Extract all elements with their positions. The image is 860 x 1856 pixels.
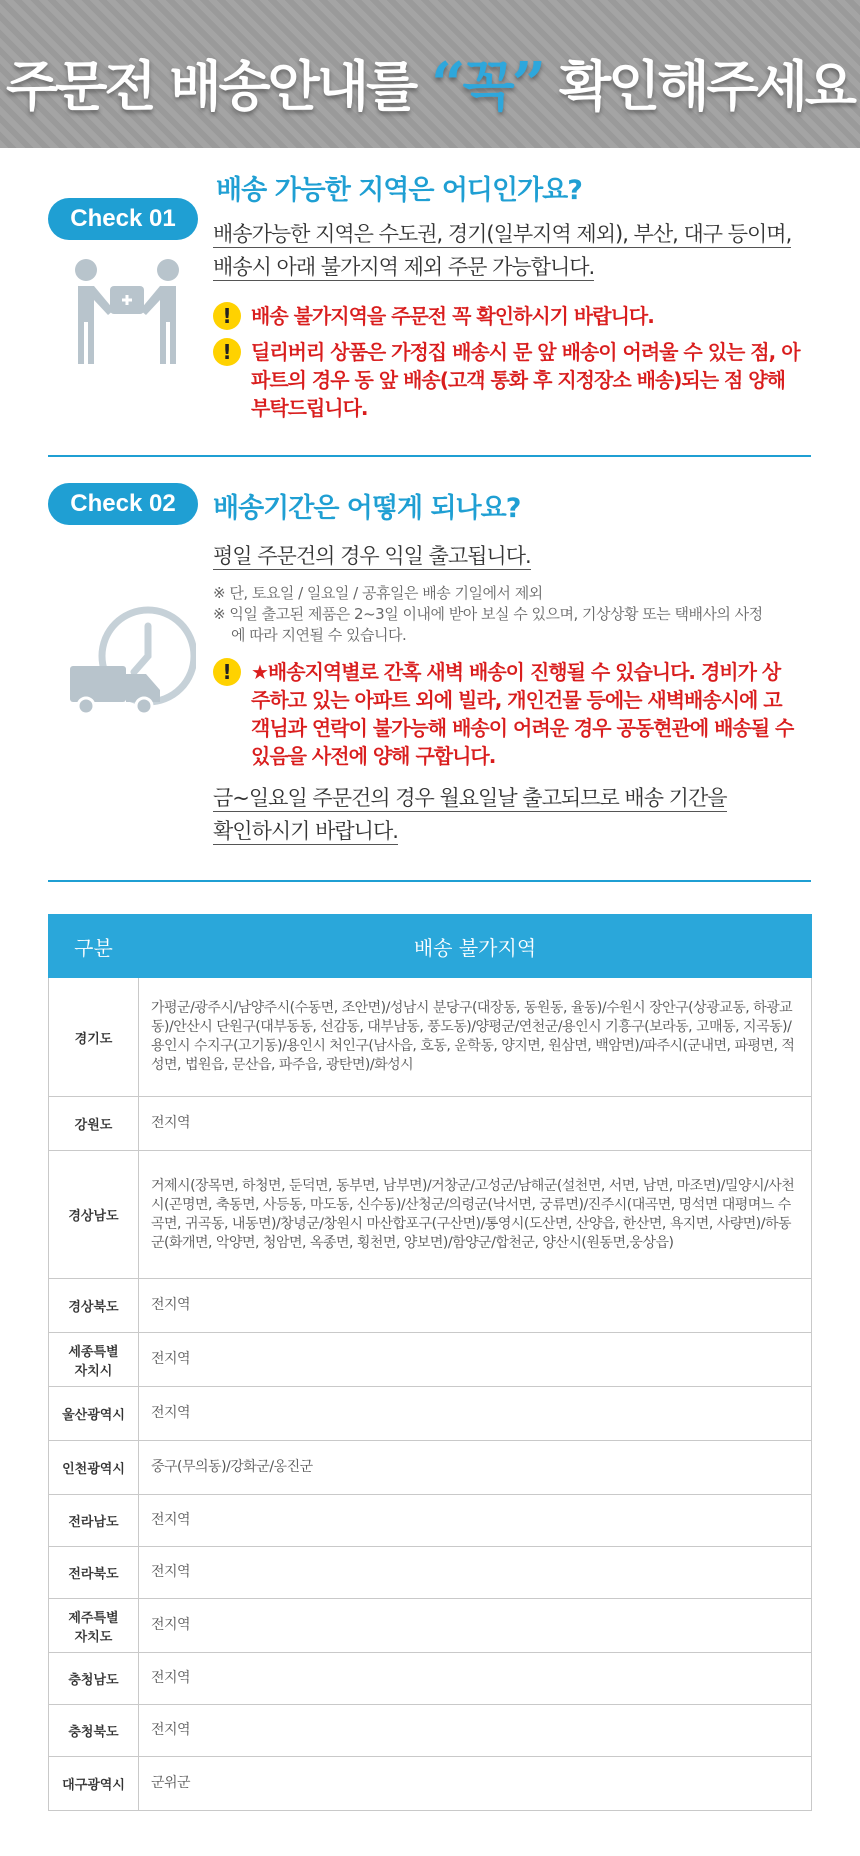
restricted-areas: 전지역 bbox=[139, 1333, 812, 1387]
region-name: 경상남도 bbox=[49, 1151, 139, 1279]
region-name: 제주특별 자치도 bbox=[49, 1599, 139, 1653]
warning-item: ! 딜리버리 상품은 가정집 배송시 문 앞 배송이 어려울 수 있는 점, 아파트의 경우 동 앞 배송(고객 통화 후 지정장소 배송)되는 점 양해부탁드립니다. bbox=[213, 338, 813, 422]
region-name: 전라북도 bbox=[49, 1547, 139, 1599]
table-row bbox=[49, 1441, 812, 1495]
check02-main-text: 평일 주문건의 경우 익일 출고됩니다. bbox=[213, 544, 531, 568]
restricted-areas: 군위군 bbox=[139, 1757, 812, 1811]
table-row bbox=[49, 1151, 812, 1279]
table-row bbox=[49, 978, 812, 1097]
delivery-handover-icon bbox=[72, 256, 182, 368]
table-row bbox=[49, 1495, 812, 1547]
restricted-areas: 전지역 bbox=[139, 1599, 812, 1653]
region-name: 대구광역시 bbox=[49, 1757, 139, 1811]
table-row bbox=[49, 1705, 812, 1757]
warning-item: ! 배송 불가지역을 주문전 꼭 확인하시기 바랍니다. bbox=[213, 302, 813, 330]
restricted-areas: 거제시(장목면, 하청면, 둔덕면, 동부면, 남부면)/거창군/고성군/남해군(설천면, 서면, 남면, 마조면)/밀양시/사천시(곤명면, 축동면, 사등동, 마도동, 신수동)/산청군/의령군(낙서면, 궁류면)/진주시(대곡면, 명석면 대평며느 수곡면, 귀곡동, 내동면)/창녕군/창원시 마산합포구(구산면)/통영시(도산면, 산양읍, 한산면, 욕지면, 사량면)/하동군(화개면, 악양면, 청암면, 옥종면, 횡천면, 양보면)/함양군/합천군, 양산시(원동면,웅상읍) bbox=[139, 1151, 812, 1279]
exclamation-icon: ! bbox=[213, 658, 241, 686]
check01-description: 배송가능한 지역은 수도권, 경기(일부지역 제외), 부산, 대구 등이며, 배송시 아래 불가지역 제외 주문 가능합니다. bbox=[213, 222, 792, 279]
region-name: 인천광역시 bbox=[49, 1441, 139, 1495]
header-banner bbox=[0, 0, 860, 148]
check01-warnings bbox=[213, 302, 813, 422]
region-name: 경기도 bbox=[49, 978, 139, 1097]
restricted-areas: 전지역 bbox=[139, 1547, 812, 1599]
table-row bbox=[49, 1387, 812, 1441]
banner-title: 주문전 배송안내를 “꼭” 확인해주세요 bbox=[6, 50, 854, 120]
check02-badge: Check 02 bbox=[48, 483, 198, 525]
restricted-areas: 전지역 bbox=[139, 1705, 812, 1757]
region-name: 충청남도 bbox=[49, 1653, 139, 1705]
restricted-areas: 가평군/광주시/남양주시(수동면, 조안면)/성남시 분당구(대장동, 동원동, 율동)/수원시 장안구(상광교동, 하광교동)/안산시 단원구(대부동동, 선감동, 대부남동, 풍도동)/양평군/연천군/용인시 기흥구(보라동, 고매동, 지곡동)/용인시 수지구(고기동)/용인시 처인구(남사읍, 호동, 운학동, 양지면, 원삼면, 백암면)/파주시(군내면, 파평면, 적성면, 법원읍, 문산읍, 파주읍, 광탄면)/화성시 bbox=[139, 978, 812, 1097]
region-name: 경상북도 bbox=[49, 1279, 139, 1333]
region-name: 강원도 bbox=[49, 1097, 139, 1151]
table-row bbox=[49, 1599, 812, 1653]
table-row bbox=[49, 1653, 812, 1705]
exclamation-icon: ! bbox=[213, 338, 241, 366]
restricted-areas: 전지역 bbox=[139, 1387, 812, 1441]
check01-badge: Check 01 bbox=[48, 198, 198, 240]
exclamation-icon: ! bbox=[213, 302, 241, 330]
check02-notes: ※ 단, 토요일 / 일요일 / 공휴일은 배송 기일에서 제외 ※ 익일 출고된 제품은 2~3일 이내에 받아 보실 수 있으며, 기상상황 또는 택배사의 사정에 따라 지연될 수 있습니다. bbox=[213, 584, 763, 644]
table-row bbox=[49, 1757, 812, 1811]
restricted-areas: 중구(무의동)/강화군/옹진군 bbox=[139, 1441, 812, 1495]
restricted-areas: 전지역 bbox=[139, 1653, 812, 1705]
check01-title: 배송 가능한 지역은 어디인가요? bbox=[216, 175, 582, 206]
region-name: 울산광역시 bbox=[49, 1387, 139, 1441]
table-header-row bbox=[49, 915, 812, 978]
table-row bbox=[49, 1097, 812, 1151]
banner-highlight: 꼭 bbox=[462, 55, 512, 118]
region-name: 세종특별 자치시 bbox=[49, 1333, 139, 1387]
column-header-region: 구분 bbox=[49, 915, 139, 978]
table-row bbox=[49, 1547, 812, 1599]
restricted-areas: 전지역 bbox=[139, 1495, 812, 1547]
region-name: 충청북도 bbox=[49, 1705, 139, 1757]
restricted-areas-table bbox=[48, 914, 812, 1811]
column-header-areas: 배송 불가지역 bbox=[139, 915, 812, 978]
restricted-areas: 전지역 bbox=[139, 1097, 812, 1151]
check02-footer: 금~일요일 주문건의 경우 월요일날 출고되므로 배송 기간을 확인하시기 바랍니다. bbox=[213, 786, 727, 843]
table-row bbox=[49, 1279, 812, 1333]
region-name: 전라남도 bbox=[49, 1495, 139, 1547]
check02-title: 배송기간은 어떻게 되나요? bbox=[213, 493, 521, 524]
restricted-areas: 전지역 bbox=[139, 1279, 812, 1333]
check02-warning: ! ★배송지역별로 간혹 새벽 배송이 진행될 수 있습니다. 경비가 상주하고 있는 아파트 외에 빌라, 개인건물 등에는 새벽배송시에 고객님과 연락이 불가능해 배송이 어려운 경우 공동현관에 배송될 수 있음을 사전에 양해 구합니다. bbox=[213, 658, 798, 770]
section-divider bbox=[48, 455, 811, 457]
delivery-time-icon bbox=[66, 600, 196, 718]
table-row bbox=[49, 1333, 812, 1387]
section-divider bbox=[48, 880, 811, 882]
